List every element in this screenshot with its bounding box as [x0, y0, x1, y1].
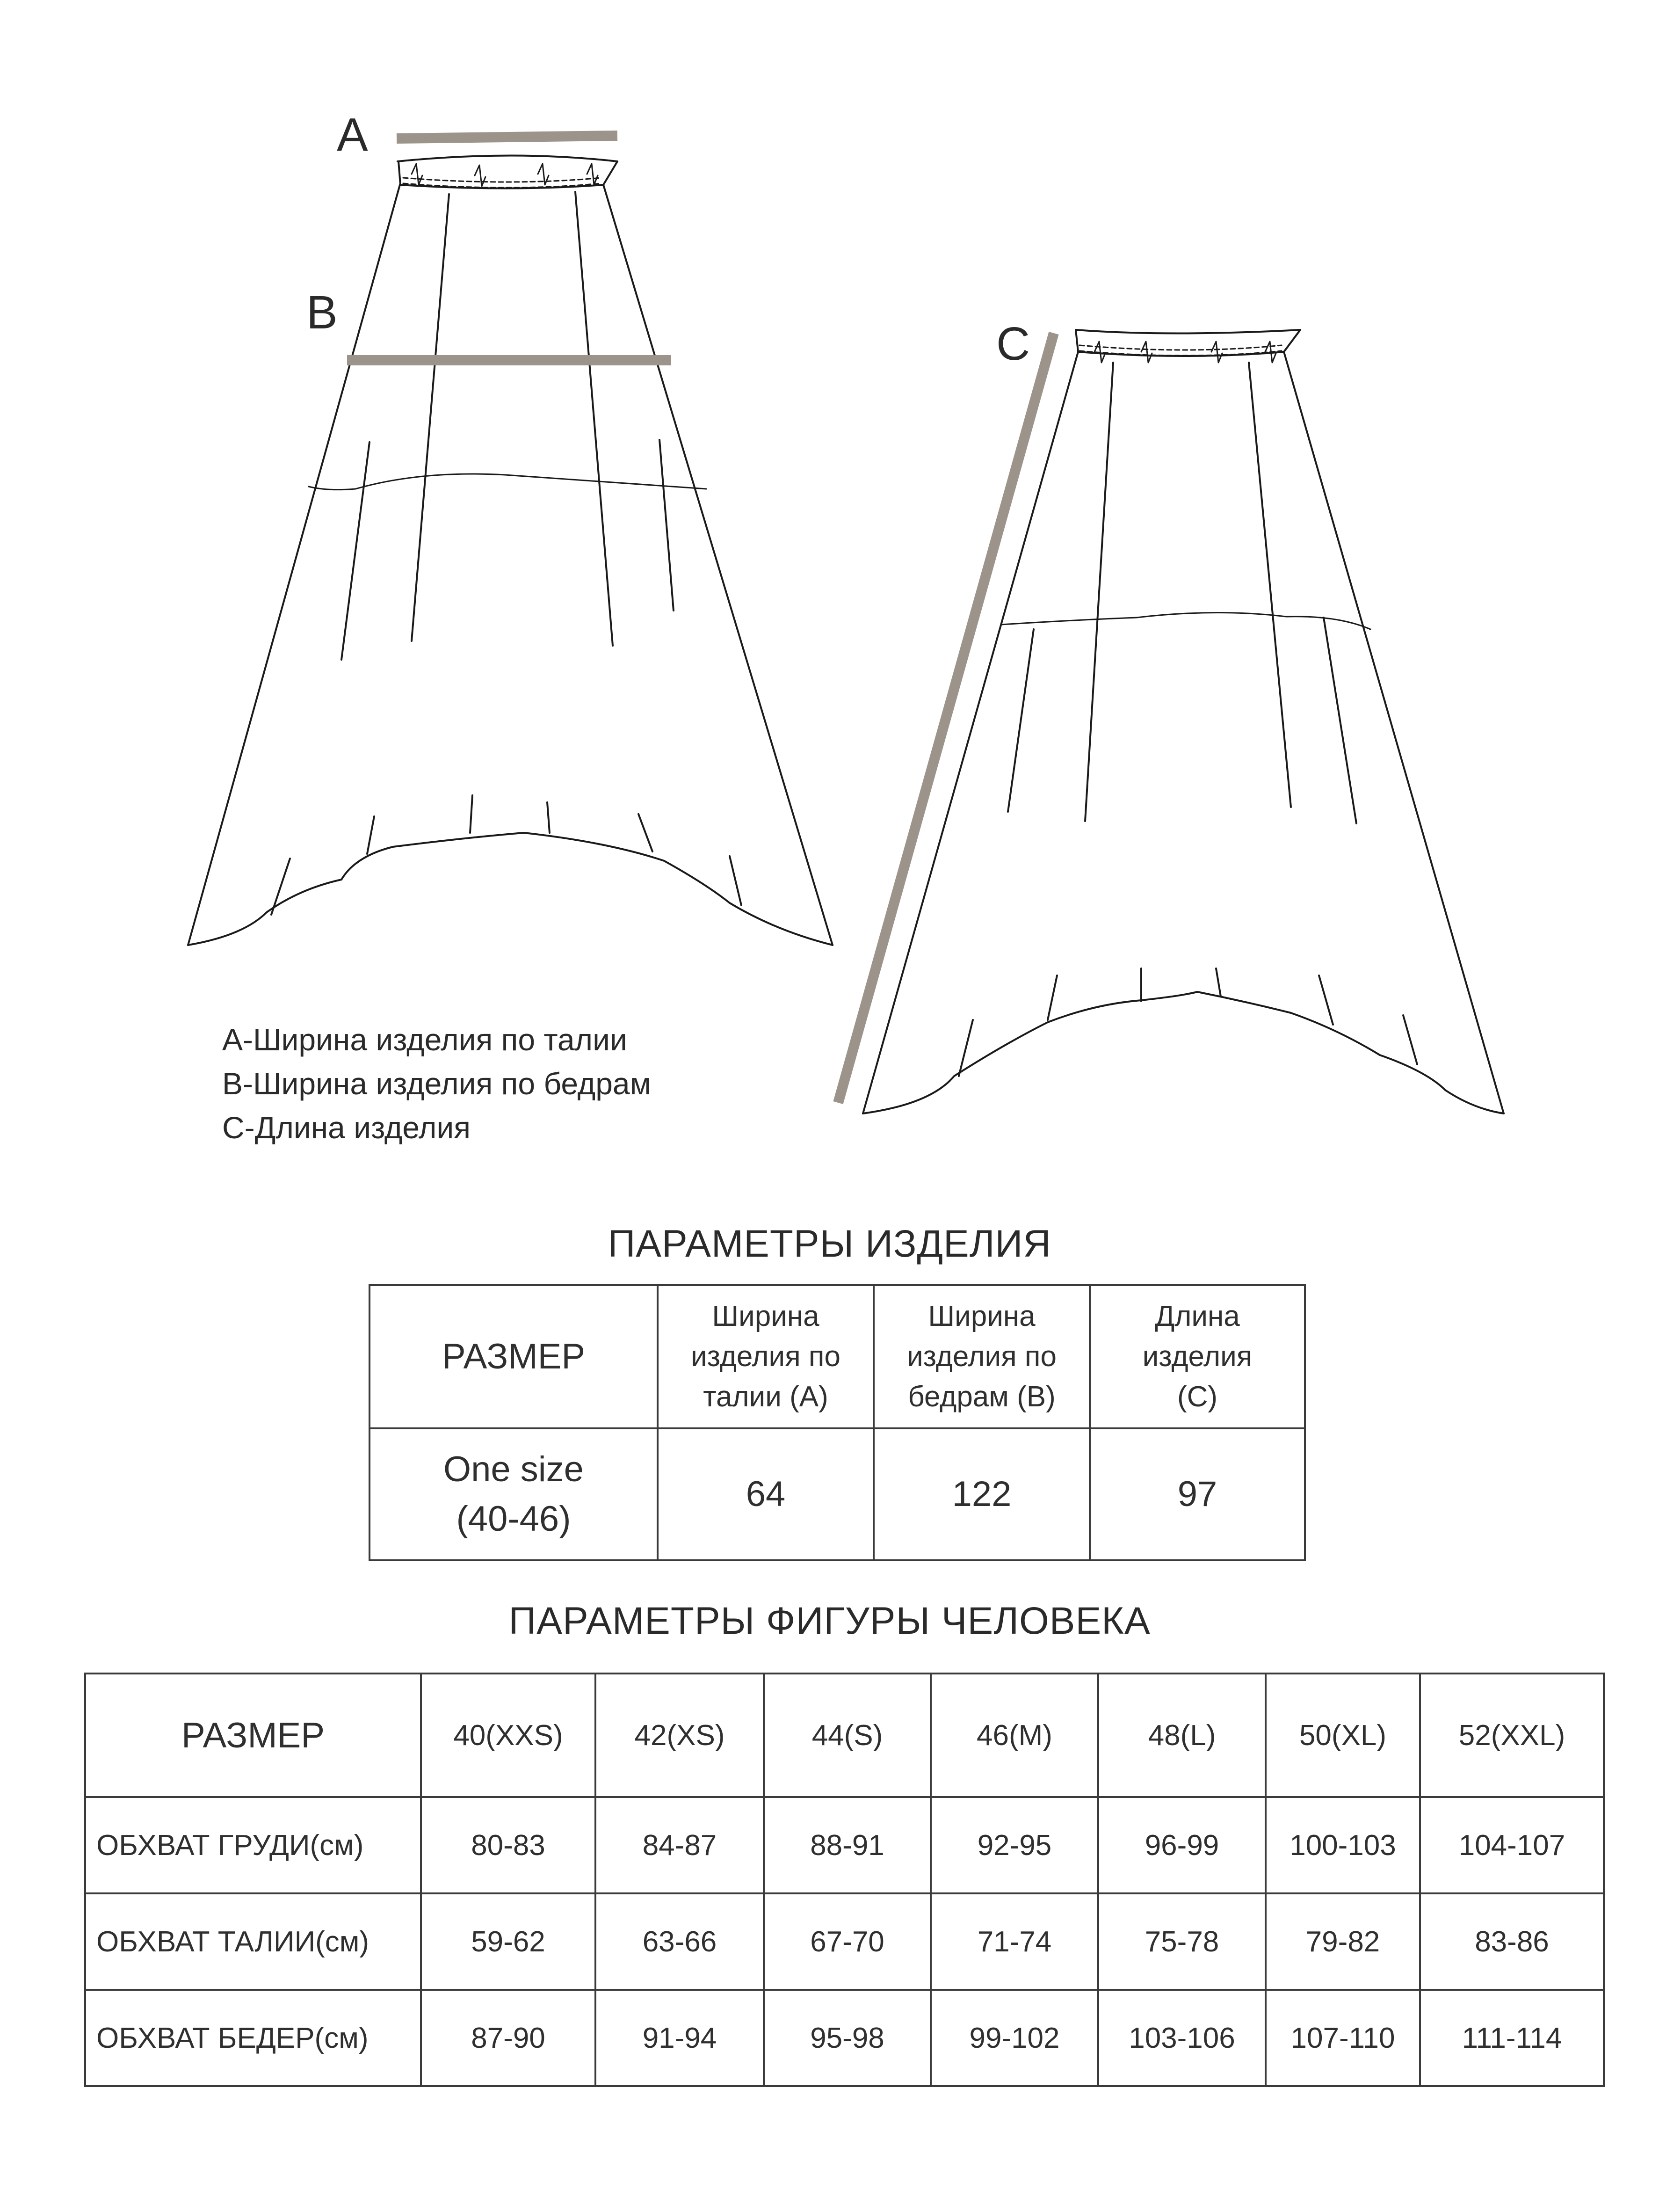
- table-cell: 87-90: [421, 1990, 595, 2086]
- table-cell: 103-106: [1098, 1990, 1266, 2086]
- legend-item-b: B-Ширина изделия по бедрам: [222, 1066, 651, 1101]
- marker-a-label: A: [337, 109, 368, 161]
- table-cell: 84-87: [595, 1797, 764, 1893]
- marker-c-label: C: [996, 318, 1030, 370]
- size-header-cell: 50(XL): [1266, 1674, 1420, 1797]
- row-label-waist: ОБХВАТ ТАЛИИ(см): [85, 1893, 421, 1990]
- table-cell: 79-82: [1266, 1893, 1420, 1990]
- body-size-row: [85, 1674, 1604, 1797]
- table-cell: 96-99: [1098, 1797, 1266, 1893]
- table-cell: 100-103: [1266, 1797, 1420, 1893]
- waist-width-marker-line: [397, 136, 617, 138]
- size-header-cell: 52(XXL): [1420, 1674, 1604, 1797]
- product-waist-value: 64: [658, 1428, 874, 1560]
- product-waist-header: Ширина изделия по талии (А): [658, 1285, 874, 1428]
- legend-item-c: C-Длина изделия: [222, 1110, 471, 1145]
- table-cell: 99-102: [931, 1990, 1098, 2086]
- table-cell: 59-62: [421, 1893, 595, 1990]
- table-cell: 88-91: [764, 1797, 931, 1893]
- table-cell: 63-66: [595, 1893, 764, 1990]
- size-header-cell: 42(XS): [595, 1674, 764, 1797]
- table-cell: 104-107: [1420, 1797, 1604, 1893]
- product-hips-header: Ширина изделия по бедрам (В): [874, 1285, 1090, 1428]
- hips-row: [85, 1990, 1604, 2086]
- size-header-cell: 40(XXS): [421, 1674, 595, 1797]
- table-cell: 92-95: [931, 1797, 1098, 1893]
- table-cell: 107-110: [1266, 1990, 1420, 2086]
- measurement-legend: [222, 1018, 651, 1150]
- product-params-title: ПАРАМЕТРЫ ИЗДЕЛИЯ: [608, 1222, 1051, 1265]
- product-params-header-row: [369, 1285, 1305, 1428]
- body-params-table: [84, 1673, 1605, 2087]
- body-size-header: РАЗМЕР: [85, 1674, 421, 1797]
- size-header-cell: 46(M): [931, 1674, 1098, 1797]
- table-cell: 111-114: [1420, 1990, 1604, 2086]
- row-label-chest: ОБХВАТ ГРУДИ(см): [85, 1797, 421, 1893]
- legend-item-a: A-Ширина изделия по талии: [222, 1022, 627, 1057]
- table-cell: 71-74: [931, 1893, 1098, 1990]
- product-hips-value: 122: [874, 1428, 1090, 1560]
- size-header-cell: 44(S): [764, 1674, 931, 1797]
- table-cell: 80-83: [421, 1797, 595, 1893]
- row-label-hips: ОБХВАТ БЕДЕР(см): [85, 1990, 421, 2086]
- product-length-header: Длина изделия (С): [1090, 1285, 1305, 1428]
- size-header-cell: 48(L): [1098, 1674, 1266, 1797]
- marker-b-label: B: [306, 286, 338, 339]
- skirt-front-view: [188, 156, 833, 946]
- product-params-row: [369, 1428, 1305, 1560]
- table-cell: 91-94: [595, 1990, 764, 2086]
- waist-row: [85, 1893, 1604, 1990]
- skirt-side-view: [863, 330, 1504, 1113]
- product-size-header: РАЗМЕР: [369, 1285, 658, 1428]
- product-length-value: 97: [1090, 1428, 1305, 1560]
- product-params-table: [369, 1284, 1306, 1561]
- table-cell: 83-86: [1420, 1893, 1604, 1990]
- product-size-value: One size (40-46): [369, 1428, 658, 1560]
- body-params-title: ПАРАМЕТРЫ ФИГУРЫ ЧЕЛОВЕКА: [508, 1600, 1151, 1642]
- table-cell: 95-98: [764, 1990, 931, 2086]
- chest-row: [85, 1797, 1604, 1893]
- table-cell: 75-78: [1098, 1893, 1266, 1990]
- table-cell: 67-70: [764, 1893, 931, 1990]
